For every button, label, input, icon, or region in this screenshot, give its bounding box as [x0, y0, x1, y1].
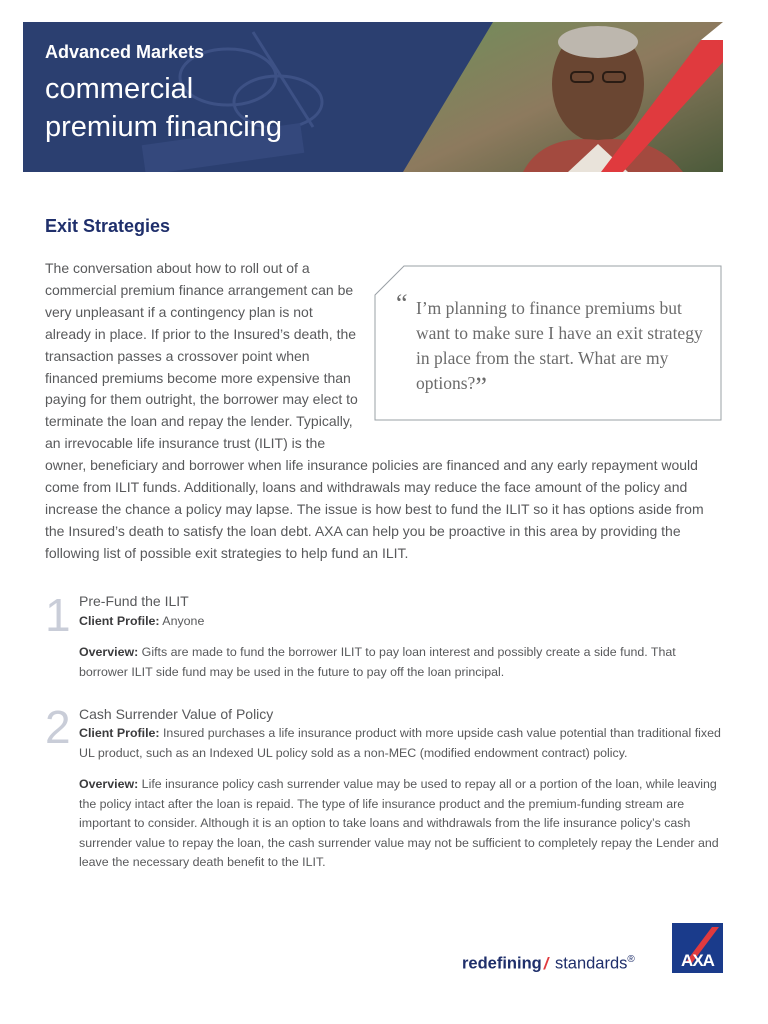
logo-text: AXA — [681, 951, 714, 970]
pull-quote — [374, 265, 722, 421]
intro-text: The conversation about how to roll out of a commercial premium finance arrangement can be very unpleasant if a contingency plan is not already in place. If prior to the Insured’s death, the transaction passes a crossover point when financed premiums become more expensive than paying for them outright, the borrower may elect to terminate the loan and repay the lender. Typically, an irrevocable life insurance trust (ILIT) is the owner, beneficiary and borrower when life insurance policies are financed and any early repayment would come from ILIT funds. Additionally, loans and withdrawals may reduce the face amount of the policy and increase the chance a policy may lapse. The issue is how best to fund the ILIT so it has options aside from the Insured’s death to satisfy the loan debt. AXA can help you be proactive in this area by providing the following list of possible exit strategies to help fund an ILIT. — [45, 260, 704, 561]
tagline-rest: standards — [550, 954, 628, 973]
quote-text-block — [416, 296, 716, 401]
overview-label: Overview: — [79, 645, 139, 659]
client-profile-text: Anyone — [159, 614, 205, 628]
item-number: 1 — [45, 589, 71, 641]
tagline-slash: / — [543, 954, 549, 973]
client-profile-text: Insured purchases a life insurance product with more upside cash value potential than traditional fixed UL product, such as an Indexed UL policy sold as a non-MEC (modified endowment contract) policy. — [79, 726, 721, 760]
item-title: Cash Surrender Value of Policy — [79, 706, 274, 722]
overview-label: Overview: — [79, 777, 139, 791]
item-title: Pre-Fund the ILIT — [79, 593, 189, 609]
tagline-bold: redefining — [462, 954, 542, 973]
client-profile-label: Client Profile: — [79, 614, 160, 628]
footer-tagline — [462, 954, 635, 974]
header-banner — [23, 22, 723, 172]
axa-logo — [672, 923, 723, 973]
quote-close-mark: ” — [475, 372, 487, 401]
overview-text: Life insurance policy cash surrender value may be used to repay all or a portion of the loan, while leaving the policy intact after the loan is repaid. The type of life insurance product and the premium-funding stream are important to consider. Although it is an option to take loans and withdrawals from the life insurance policy’s cash surrender value to repay the loan, the cash surrender value may not be sufficient to completely repay the Lender and leave the necessary death benefit to the ILIT. — [79, 777, 719, 869]
item-overview — [79, 775, 724, 873]
item-number: 2 — [45, 701, 71, 753]
item-client-profile — [79, 612, 724, 632]
overview-text: Gifts are made to fund the borrower ILIT to pay loan interest and possibly create a side fund. That borrower ILIT side fund may be used in the future to pay off the loan principal. — [79, 645, 676, 679]
client-profile-label: Client Profile: — [79, 726, 160, 740]
section-title: Exit Strategies — [45, 216, 171, 236]
banner-kicker: Advanced Markets — [45, 42, 205, 62]
quote-text: I’m planning to finance premiums but want to make sure I have an exit strategy in place from the start. What are my options? — [416, 298, 703, 393]
tagline-registered: ® — [627, 954, 635, 965]
banner-title: commercial premium financing — [45, 73, 282, 143]
item-client-profile — [79, 724, 724, 763]
item-overview — [79, 643, 724, 682]
